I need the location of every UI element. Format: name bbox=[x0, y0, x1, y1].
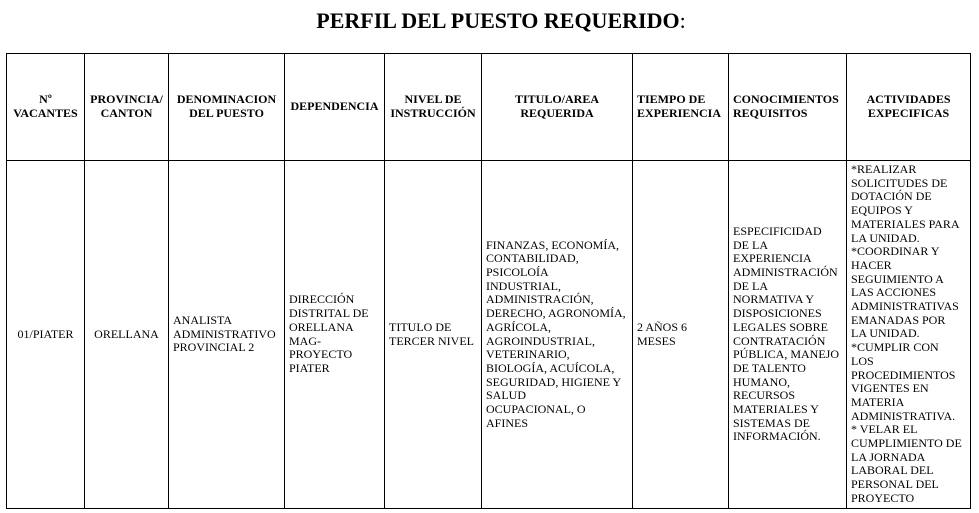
cell-actividades: *REALIZAR SOLICITUDES DE DOTACIÓN DE EQUIPOS Y MATERIALES PARA LA UNIDAD. *COORDINAR Y HACER SEGUIMIENTO A LAS ACCIONES ADMINISTRATIVAS EMANADAS POR LA UNIDAD. *CUMPLIR CON LOS PROCEDIMIENTOS VIGENTES EN MATERIA ADMINISTRATIVA. * VELAR EL CUMPLIMIENTO DE LA JORNADA LABORAL DEL PERSONAL DEL PROYECTO bbox=[847, 161, 971, 509]
cell-dependencia: DIRECCIÓN DISTRITAL DE ORELLANA MAG- PROYECTO PIATER bbox=[285, 161, 385, 509]
header-titulo-area: TITULO/AREA REQUERIDA bbox=[482, 54, 633, 161]
cell-tiempo-experiencia: 2 AÑOS 6 MESES bbox=[633, 161, 729, 509]
cell-conocimientos: ESPECIFICIDAD DE LA EXPERIENCIA ADMINISTRACIÓN DE LA NORMATIVA Y DISPOSICIONES LEGALES SOBRE CONTRATACIÓN PÚBLICA, MANEJO DE TALENTO HUMANO, RECURSOS MATERIALES Y SISTEMAS DE INFORMACIÓN. bbox=[729, 161, 847, 509]
table-row bbox=[7, 161, 971, 509]
job-profile-table bbox=[6, 53, 971, 509]
header-conocimientos: CONOCIMIENTOS REQUISITOS bbox=[729, 54, 847, 161]
cell-denominacion: ANALISTA ADMINISTRATIVO PROVINCIAL 2 bbox=[169, 161, 285, 509]
header-actividades: ACTIVIDADES EXPECIFICAS bbox=[847, 54, 971, 161]
header-dependencia: DEPENDENCIA bbox=[285, 54, 385, 161]
page-title bbox=[0, 8, 979, 34]
page-title-colon: : bbox=[679, 8, 686, 33]
cell-vacantes: 01/PIATER bbox=[7, 161, 85, 509]
table-header-row bbox=[7, 54, 971, 161]
header-vacantes: Nº VACANTES bbox=[7, 54, 85, 161]
cell-titulo-area: FINANZAS, ECONOMÍA, CONTABILIDAD, PSICOLOÍA INDUSTRIAL, ADMINISTRACIÓN, DERECHO, AGRONOMÍA, AGRÍCOLA, AGROINDUSTRIAL, VETERINARIO, BIOLOGÍA, ACUÍCOLA, SEGURIDAD, HIGIENE Y SALUD OCUPACIONAL, O AFINES bbox=[482, 161, 633, 509]
header-tiempo-experiencia: TIEMPO DE EXPERIENCIA bbox=[633, 54, 729, 161]
cell-nivel-instruccion: TITULO DE TERCER NIVEL bbox=[385, 161, 482, 509]
page-title-text: PERFIL DEL PUESTO REQUERIDO bbox=[316, 8, 680, 33]
cell-provincia: ORELLANA bbox=[85, 161, 169, 509]
header-denominacion-puesto: DENOMINACION DEL PUESTO bbox=[169, 54, 285, 161]
header-provincia-canton: PROVINCIA/ CANTON bbox=[85, 54, 169, 161]
header-nivel-instruccion: NIVEL DE INSTRUCCIÓN bbox=[385, 54, 482, 161]
